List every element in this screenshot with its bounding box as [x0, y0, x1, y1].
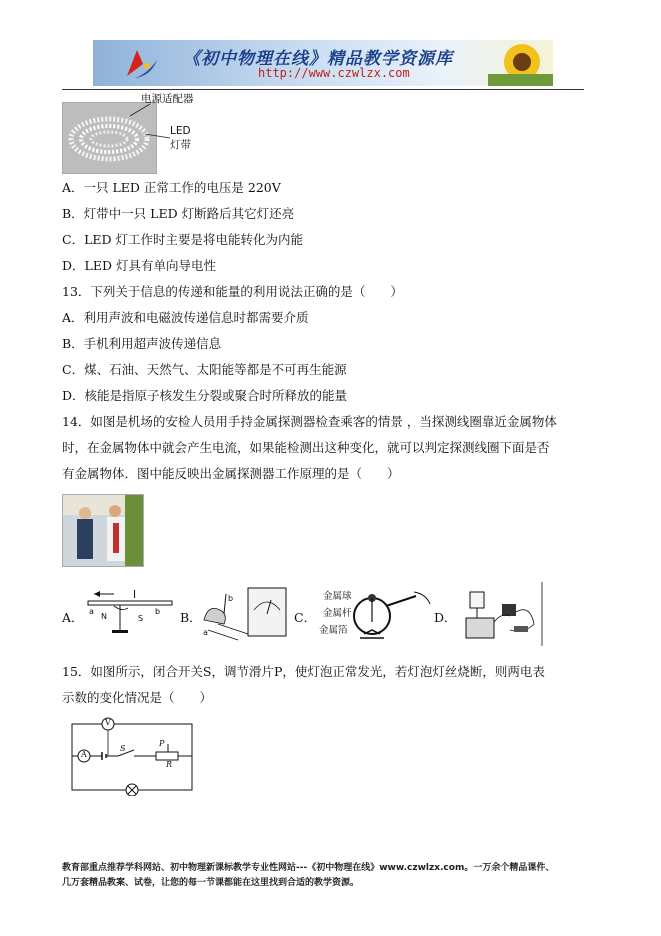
q15-stem-line-2: 示数的变化情况是（ ）	[62, 690, 213, 705]
q13-option-d: D．核能是指原子核发生分裂或聚合时所释放的能量	[62, 388, 348, 403]
circuit-a-label: A	[81, 750, 87, 759]
q12-option-a: A．一只 LED 正常工作的电压是 220V	[62, 180, 281, 195]
led-strip-label-1: LED	[170, 125, 191, 137]
circuit-r-label: R	[166, 760, 173, 769]
q14-option-a-letter: A．	[62, 610, 84, 625]
site-logo-icon	[121, 46, 161, 82]
banner-title: 《初中物理在线》精品教学资源库	[183, 49, 453, 69]
figA-b-label: b	[155, 607, 161, 616]
header-divider	[62, 89, 584, 90]
q12-option-c: C．LED 灯工作时主要是将电能转化为内能	[62, 232, 303, 247]
figC-ball-label: 金属球	[323, 591, 352, 602]
q14-stem-line-1: 14．如图是机场的安检人员用手持金属探测器检查乘客的情景 ，当探测线圈靠近金属物体	[62, 414, 557, 429]
figC-foil-label: 金属箔	[319, 625, 348, 636]
q13-option-a: A．利用声波和电磁波传递信息时都需要介质	[62, 310, 309, 325]
q12-option-d: D．LED 灯具有单向导电性	[62, 258, 216, 273]
q14-stem-line-3: 有金属物体．图中能反映出金属探测器工作原理的是（ ）	[62, 466, 400, 481]
q13-option-c: C．煤、石油、天然气、太阳能等都是不可再生能源	[62, 362, 347, 377]
q14-figure-d	[458, 582, 546, 646]
security-scene-icon	[63, 495, 143, 566]
q14-figure-b	[198, 584, 290, 642]
figC-rod-label: 金属杆	[323, 608, 352, 619]
q12-option-b: B．灯带中一只 LED 灯断路后其它灯还亮	[62, 206, 295, 221]
figB-a-label: a	[203, 628, 208, 637]
circuit-p-label: P	[159, 739, 165, 748]
q14-option-b-letter: B．	[180, 610, 202, 625]
figA-s-label: S	[138, 614, 144, 623]
sunflower-icon	[488, 40, 553, 86]
security-check-photo	[62, 494, 144, 567]
q14-option-d-letter: D．	[434, 610, 457, 625]
q14-stem-line-2: 时，在金属物体中就会产生电流，如果能检测出这种变化，就可以判定探测线圈下面是否	[62, 440, 550, 455]
q15-stem-line-1: 15．如图所示，闭合开关S，调节滑片P，使灯泡正常发光，若灯泡灯丝烧断，则两电表	[62, 664, 545, 679]
page-footer	[62, 861, 602, 891]
circuit-s-label: S	[120, 744, 126, 753]
circuit-v-label: V	[105, 718, 111, 727]
figA-a-label: a	[89, 607, 94, 616]
header-banner	[93, 40, 553, 86]
banner-url[interactable]: http://www.czwlzx.com	[258, 66, 410, 80]
led-strip-label-2: 灯带	[170, 139, 191, 151]
figA-current-label: I	[133, 589, 137, 601]
q13-stem: 13．下列关于信息的传递和能量的利用说法正确的是（ ）	[62, 284, 403, 299]
q14-option-c-letter: C．	[294, 610, 317, 625]
footer-line-1: 教育部重点推荐学科网站、初中物理新课标教学专业性网站---《初中物理在线》www.czwlzx.com。一万余个精品课件、	[62, 863, 555, 873]
figA-n-label: N	[101, 612, 107, 621]
q13-option-b: B．手机利用超声波传递信息	[62, 336, 222, 351]
figB-b-label: b	[228, 594, 234, 603]
adapter-label: 电源适配器	[141, 93, 194, 105]
q14-figure-a	[84, 586, 176, 642]
q14-figure-c	[346, 586, 432, 644]
footer-line-2: 几万套精品教案、试卷，让您的每一节课都能在这里找到合适的教学资源。	[62, 878, 360, 888]
